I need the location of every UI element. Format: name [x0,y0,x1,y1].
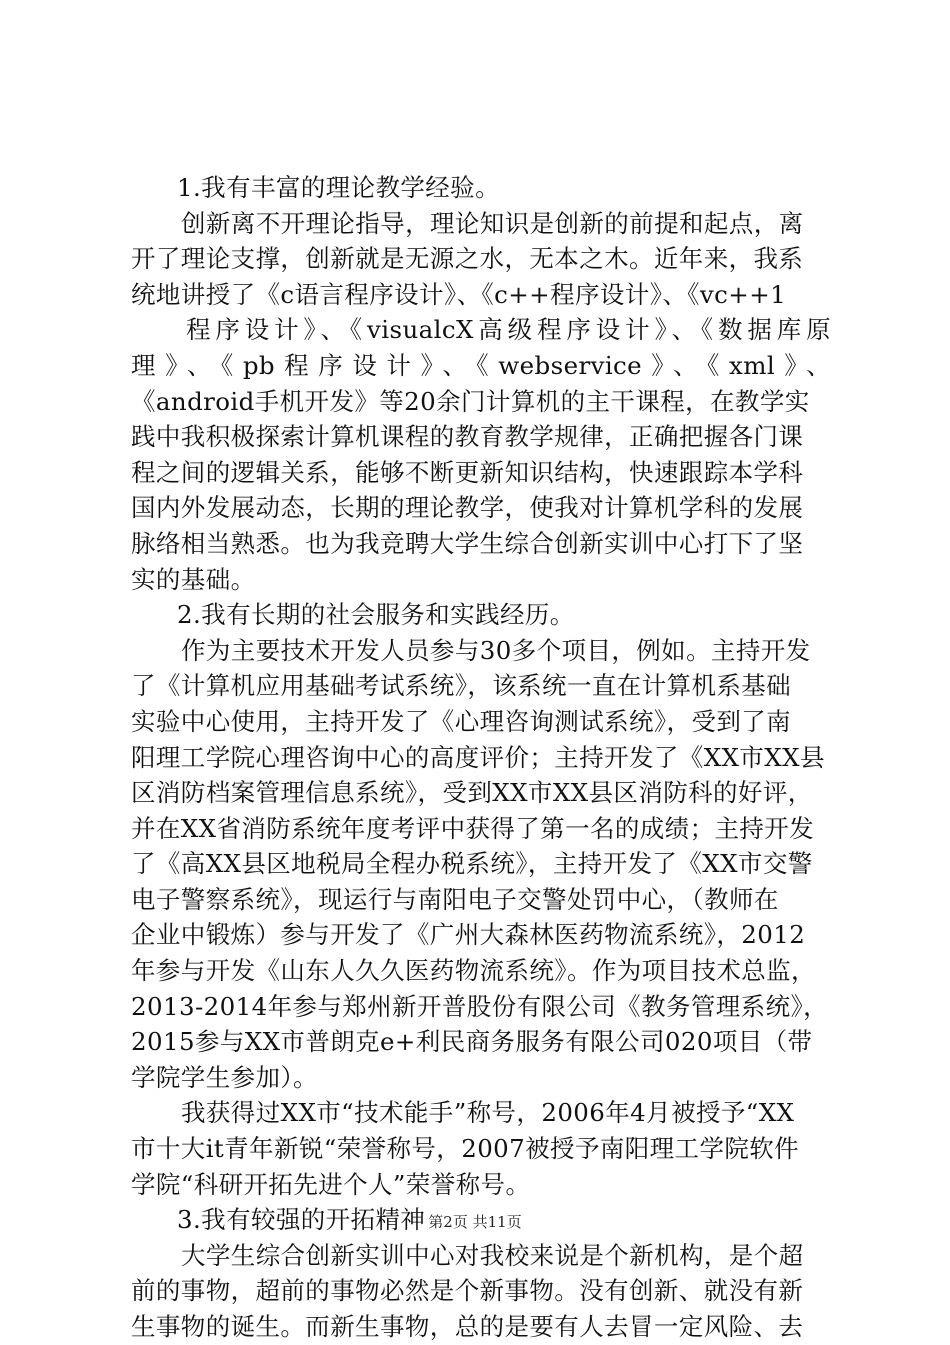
paragraph-line: 开了理论支撑，创新就是无源之水，无本之木。近年来，我系 [131,244,804,274]
paragraph-line: 企业中锻炼）参与开发了《广州大森林医药物流系统》，2012 [131,920,806,950]
paragraph-line: 区消防档案管理信息系统》，受到XX市XX县区消防科的好评， [131,778,813,808]
paragraph-line: 学院“科研开拓先进个人”荣誉称号。 [131,1169,531,1199]
page-number: 第2页 共11页 [428,1213,522,1231]
paragraph-line: 生事物的诞生。而新生事物，总的是要有人去冒一定风险、去 [131,1312,804,1341]
paragraph-line: 了《高XX县区地税局全程办税系统》，主持开发了《XX市交警 [131,849,813,879]
paragraph-line: 我获得过XX市“技术能手”称号，2006年4月被授予“XX [181,1098,795,1128]
heading-3: 3.我有较强的开拓精神 [177,1205,426,1235]
paragraph-line: 并在XX省消防系统年度考评中获得了第一名的成绩；主持开发 [131,813,815,843]
paragraph-line: 国内外发展动态，长期的理论教学，使我对计算机学科的发展 [131,493,804,523]
paragraph-line: 前的事物，超前的事物必然是个新事物。没有创新、就没有新 [131,1276,804,1306]
paragraph-line: 理》、《pb程序设计》、《webservice》、《xml》、 [131,350,831,380]
paragraph-line: 程序设计》、《visualcX高级程序设计》、《数据库原 [186,315,831,345]
paragraph-line: 《android手机开发》等20余门计算机的主干课程，在教学实 [131,386,810,416]
paragraph-line: 电子警察系统》，现运行与南阳电子交警处罚中心，（教师在 [131,884,779,914]
paragraph-line: 2013-2014年参与郑州新开普股份有限公司《教务管理系统》， [131,991,829,1021]
paragraph-line: 大学生综合创新实训中心对我校来说是个新机构，是个超 [181,1240,804,1270]
paragraph-line: 市十大it青年新锐“荣誉称号，2007被授予南阳理工学院软件 [131,1134,800,1164]
paragraph-line: 作为主要技术开发人员参与30多个项目，例如。主持开发 [181,635,811,665]
paragraph-line: 脉络相当熟悉。也为我竞聘大学生综合创新实训中心打下了坚 [131,528,804,558]
paragraph-line: 阳理工学院心理咨询中心的高度评价；主持开发了《XX市XX县 [131,742,825,772]
paragraph-line: 了《计算机应用基础考试系统》，该系统一直在计算机系基础 [131,671,792,701]
paragraph-line: 创新离不开理论指导，理论知识是创新的前提和起点，离 [181,208,804,238]
paragraph-line: 2015参与XX市普朗克e+利民商务服务有限公司020项目（带 [131,1027,813,1057]
paragraph-line: 程之间的逻辑关系，能够不断更新知识结构，快速跟踪本学科 [131,457,804,487]
paragraph-line: 实验中心使用，主持开发了《心理咨询测试系统》，受到了南 [131,706,792,736]
heading-1: 1.我有丰富的理论教学经验。 [177,173,500,202]
paragraph-line: 学院学生参加）。 [131,1062,318,1092]
body-text [131,170,831,1345]
paragraph-line: 实的基础。 [131,564,256,594]
heading-2: 2.我有长期的社会服务和实践经历。 [177,600,575,630]
paragraph-line: 年参与开发《山东人久久医药物流系统》。作为项目技术总监， [131,956,816,986]
paragraph-line: 践中我积极探索计算机课程的教育教学规律，正确把握各门课 [131,422,804,452]
paragraph-line: 统地讲授了《c语言程序设计》、《c++程序设计》、《vc++1 [131,279,787,309]
